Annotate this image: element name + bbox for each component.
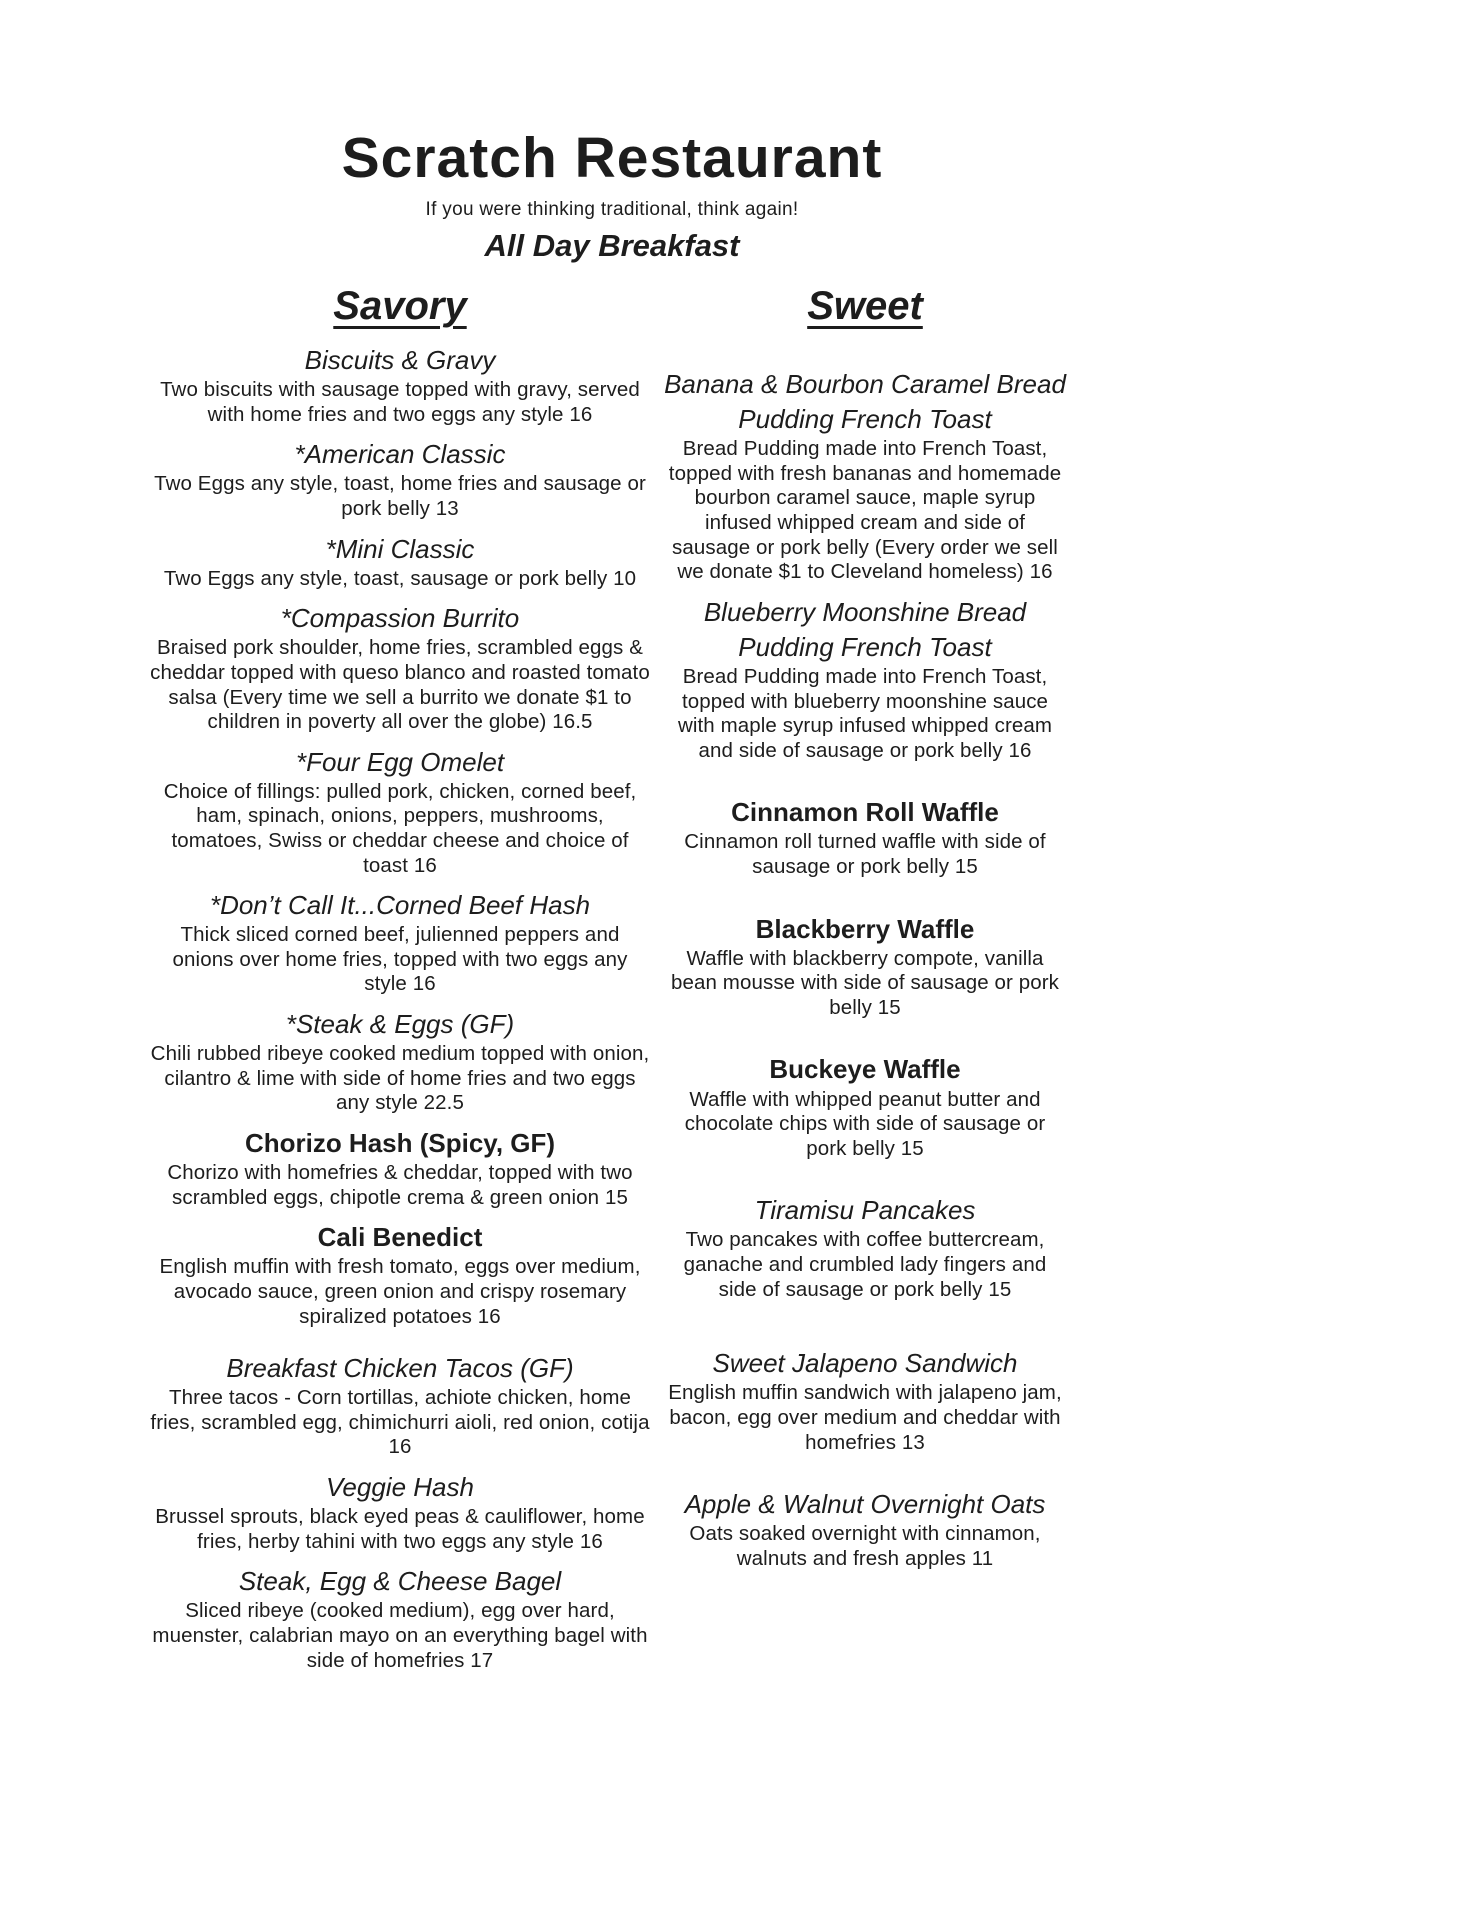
- item-description: Thick sliced corned beef, julienned peppers and onions over home fries, topped with two eggs any style 16: [172, 923, 628, 996]
- menu-item: [150, 1007, 650, 1116]
- item-name: Apple & Walnut Overnight Oats: [684, 1489, 1046, 1520]
- menu-item: [664, 367, 1066, 585]
- item-name: Banana & Bourbon Caramel Bread Pudding French Toast: [664, 369, 1066, 435]
- item-name: Cinnamon Roll Waffle: [731, 797, 999, 828]
- menu-item: [664, 595, 1066, 764]
- section-title-sweet: Sweet: [807, 284, 923, 328]
- item-name: Steak, Egg & Cheese Bagel: [238, 1566, 562, 1597]
- menu-item: [664, 1346, 1066, 1455]
- item-description: English muffin with fresh tomato, eggs over medium, avocado sauce, green onion and crispy rosemary spiralized potatoes 16: [159, 1255, 641, 1328]
- menu-subtitle: All Day Breakfast: [484, 228, 740, 263]
- menu-item: [664, 1487, 1066, 1571]
- restaurant-tagline: If you were thinking traditional, think again!: [425, 199, 799, 220]
- menu-item: [664, 912, 1066, 1021]
- item-description: Oats soaked overnight with cinnamon, walnuts and fresh apples 11: [689, 1522, 1041, 1570]
- item-description: Sliced ribeye (cooked medium), egg over hard, muenster, calabrian mayo on an everything bagel with side of homefries 17: [152, 1599, 648, 1672]
- item-description: Cinnamon roll turned waffle with side of sausage or pork belly 15: [684, 830, 1046, 878]
- menu-item: [150, 601, 650, 734]
- item-description: Two Eggs any style, toast, sausage or pork belly 10: [163, 566, 637, 590]
- item-name: Biscuits & Gravy: [304, 345, 496, 375]
- menu-item: [150, 1126, 650, 1210]
- item-description: Bread Pudding made into French Toast, topped with blueberry moonshine sauce with maple syrup infused whipped cream and side of sausage or pork belly 16: [677, 664, 1053, 762]
- menu-columns: [0, 284, 1484, 1673]
- item-description: Waffle with blackberry compote, vanilla bean mousse with side of sausage or pork belly 15: [670, 946, 1060, 1019]
- item-description: Three tacos - Corn tortillas, achiote chicken, home fries, scrambled egg, chimichurri aioli, red onion, cotija 16: [150, 1386, 650, 1459]
- item-name: *American Classic: [294, 439, 506, 470]
- item-name: Buckeye Waffle: [769, 1054, 961, 1085]
- menu-item: [150, 1564, 650, 1673]
- item-description: Two pancakes with coffee buttercream, ganache and crumbled lady fingers and side of sausage or pork belly 15: [683, 1228, 1047, 1301]
- menu-item: [150, 437, 650, 521]
- item-name: Chorizo Hash (Spicy, GF): [244, 1127, 556, 1158]
- item-name: Veggie Hash: [326, 1471, 474, 1502]
- menu-item: [150, 888, 650, 997]
- item-name: *Steak & Eggs (GF): [285, 1009, 515, 1040]
- menu-item: [150, 343, 650, 427]
- item-name: Sweet Jalapeno Sandwich: [712, 1348, 1018, 1379]
- menu-item: [150, 1351, 650, 1460]
- item-name: *Compassion Burrito: [280, 603, 520, 634]
- item-description: Brussel sprouts, black eyed peas & cauliflower, home fries, herby tahini with two eggs any style 16: [155, 1505, 645, 1553]
- menu-item: [150, 745, 650, 878]
- sweet-item-list: [664, 367, 1066, 1571]
- menu-column-sweet: [664, 284, 1066, 1571]
- item-name: Blueberry Moonshine Bread Pudding French Toast: [703, 596, 1027, 662]
- item-name: *Mini Classic: [325, 533, 475, 564]
- item-name: *Don’t Call It...Corned Beef Hash: [209, 890, 591, 921]
- menu-item: [150, 1470, 650, 1554]
- menu-item: [150, 532, 650, 592]
- menu-item: [150, 1220, 650, 1329]
- item-description: Chorizo with homefries & cheddar, topped with two scrambled eggs, chipotle crema & green onion 15: [167, 1161, 633, 1209]
- item-description: Choice of fillings: pulled pork, chicken, corned beef, ham, spinach, onions, peppers, mushrooms, tomatoes, Swiss or cheddar cheese and choice of toast 16: [163, 779, 637, 877]
- item-description: Two biscuits with sausage topped with gravy, served with home fries and two eggs any style 16: [160, 378, 640, 426]
- item-name: Cali Benedict: [317, 1222, 483, 1253]
- menu-item: [664, 795, 1066, 879]
- item-description: Waffle with whipped peanut butter and chocolate chips with side of sausage or pork belly 15: [684, 1087, 1046, 1160]
- item-name: *Four Egg Omelet: [295, 746, 505, 777]
- item-description: English muffin sandwich with jalapeno jam, bacon, egg over medium and cheddar with homefries 13: [668, 1381, 1062, 1454]
- menu-item: [664, 1193, 1066, 1302]
- menu-header: [0, 0, 1224, 264]
- item-name: Tiramisu Pancakes: [754, 1195, 976, 1226]
- item-description: Braised pork shoulder, home fries, scrambled eggs & cheddar topped with queso blanco and roasted tomato salsa (Every time we sell a burrito we donate $1 to children in poverty all over the globe) 16.5: [150, 636, 650, 734]
- restaurant-title: Scratch Restaurant: [341, 126, 883, 190]
- savory-item-list: [150, 343, 650, 1673]
- menu-item: [664, 1052, 1066, 1161]
- item-description: Bread Pudding made into French Toast, topped with fresh bananas and homemade bourbon caramel sauce, maple syrup infused whipped cream and side of sausage or pork belly (Every order we sell we donate $1 to Cleveland homeless) 16: [668, 437, 1062, 584]
- item-description: Chili rubbed ribeye cooked medium topped with onion, cilantro & lime with side of home fries and two eggs any style 22.5: [150, 1042, 650, 1115]
- item-name: Breakfast Chicken Tacos (GF): [226, 1353, 574, 1384]
- menu-column-savory: [150, 284, 650, 1673]
- item-name: Blackberry Waffle: [755, 913, 975, 944]
- item-description: Two Eggs any style, toast, home fries and sausage or pork belly 13: [154, 472, 646, 520]
- section-title-savory: Savory: [333, 284, 467, 328]
